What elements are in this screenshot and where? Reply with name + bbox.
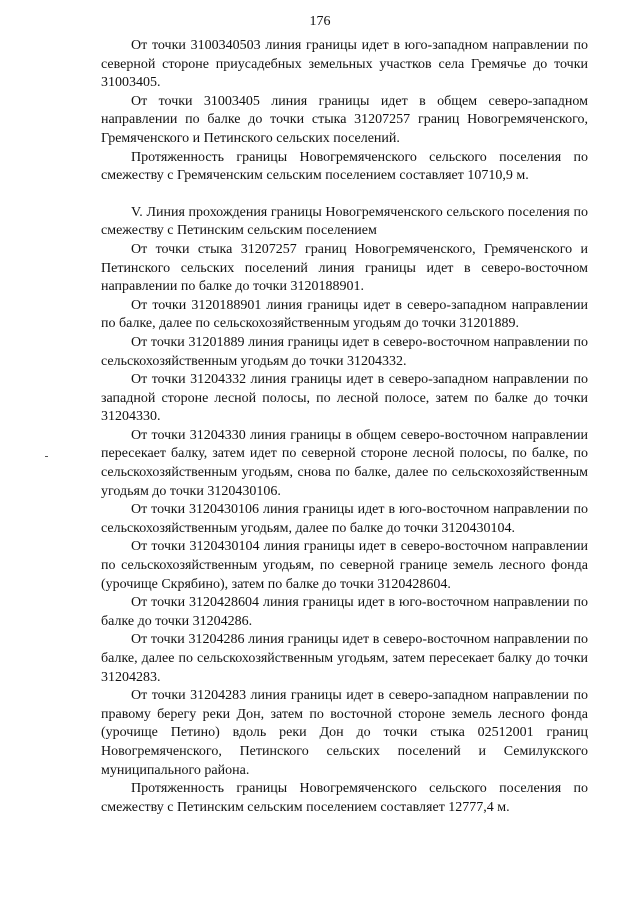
paragraph: От точки стыка 31207257 границ Новогремяченского, Гремяченского и Петинского сельских поселений линия границы идет в северо-восточном направлении по балке до точки 3120188901. — [101, 241, 588, 295]
page-number: 176 — [309, 14, 331, 29]
paragraph: От точки 31204332 линия границы идет в северо-западном направлении по западной стороне лесной полосы, по лесной полосе, затем по балке до точки 31204330. — [101, 372, 588, 425]
paragraph: Протяженность границы Новогремяченского сельского поселения по смежеству с Гремяченским сельским поселением составляет 10710,9 м. — [101, 149, 588, 184]
paragraph: От точки 31201889 линия границы идет в северо-восточном направлении по сельскохозяйственным угодьям до точки 31204332. — [101, 334, 588, 369]
paragraph: От точки 31003405 линия границы идет в общем северо-западном направлении по балке до точки стыка 31207257 границ Новогремяченского, Гремяченского и Петинского сельских поселений. — [101, 93, 588, 146]
paragraph: От точки 31204283 линия границы идет в северо-западном направлении по правому берегу реки Дон, затем по восточной стороне земель лесного фонда (урочище Петино) вдоль реки Дон до точки стыка 02512001 границ Новогремяченского, Петинского сельских поселений и Семилукского муниципального района. — [101, 688, 588, 778]
paragraph: От точки 3120430104 линия границы идет в северо-восточном направлении по сельскохозяйственным угодьям, по северной границе земель лесного фонда (урочище Скрябино), затем по балке до точки 3120428604. — [101, 539, 588, 592]
scan-mark — [45, 456, 48, 457]
paragraph: От точки 31204286 линия границы идет в северо-восточном направлении по балке, далее по сельскохозяйственным угодьям, затем пересекает балку до точки 31204283. — [101, 632, 588, 685]
paragraph: От точки 3100340503 линия границы идет в юго-западном направлении по северной стороне приусадебных земельных участков села Гремячье до точки 31003405. — [101, 38, 588, 91]
paragraph: Протяженность границы Новогремяченского сельского поселения по смежеству с Петинским сельским поселением составляет 12777,4 м. — [101, 781, 588, 815]
section-heading: V. Линия прохождения границы Новогремяченского сельского поселения по смежеству с Петинским сельским поселением — [101, 204, 588, 239]
paragraph: От точки 31204330 линия границы в общем северо-восточном направлении пересекает балку, затем идет по северной стороне лесной полосы, по балке, по сельскохозяйственным угодьям, снова по балке, далее по сельскохозяйственным угодьям до точки 3120430106. — [101, 427, 588, 499]
document-body — [101, 37, 588, 817]
paragraph: От точки 3120188901 линия границы идет в северо-западном направлении по балке, далее по сельскохозяйственным угодьям до точки 31201889. — [101, 297, 588, 332]
paragraph: От точки 3120428604 линия границы идет в юго-восточном направлении по балке до точки 31204286. — [101, 595, 588, 629]
section-gap — [101, 186, 588, 204]
paragraph: От точки 3120430106 линия границы идет в юго-восточном направлении по сельскохозяйственным угодьям, далее по балке до точки 3120430104. — [101, 502, 588, 536]
